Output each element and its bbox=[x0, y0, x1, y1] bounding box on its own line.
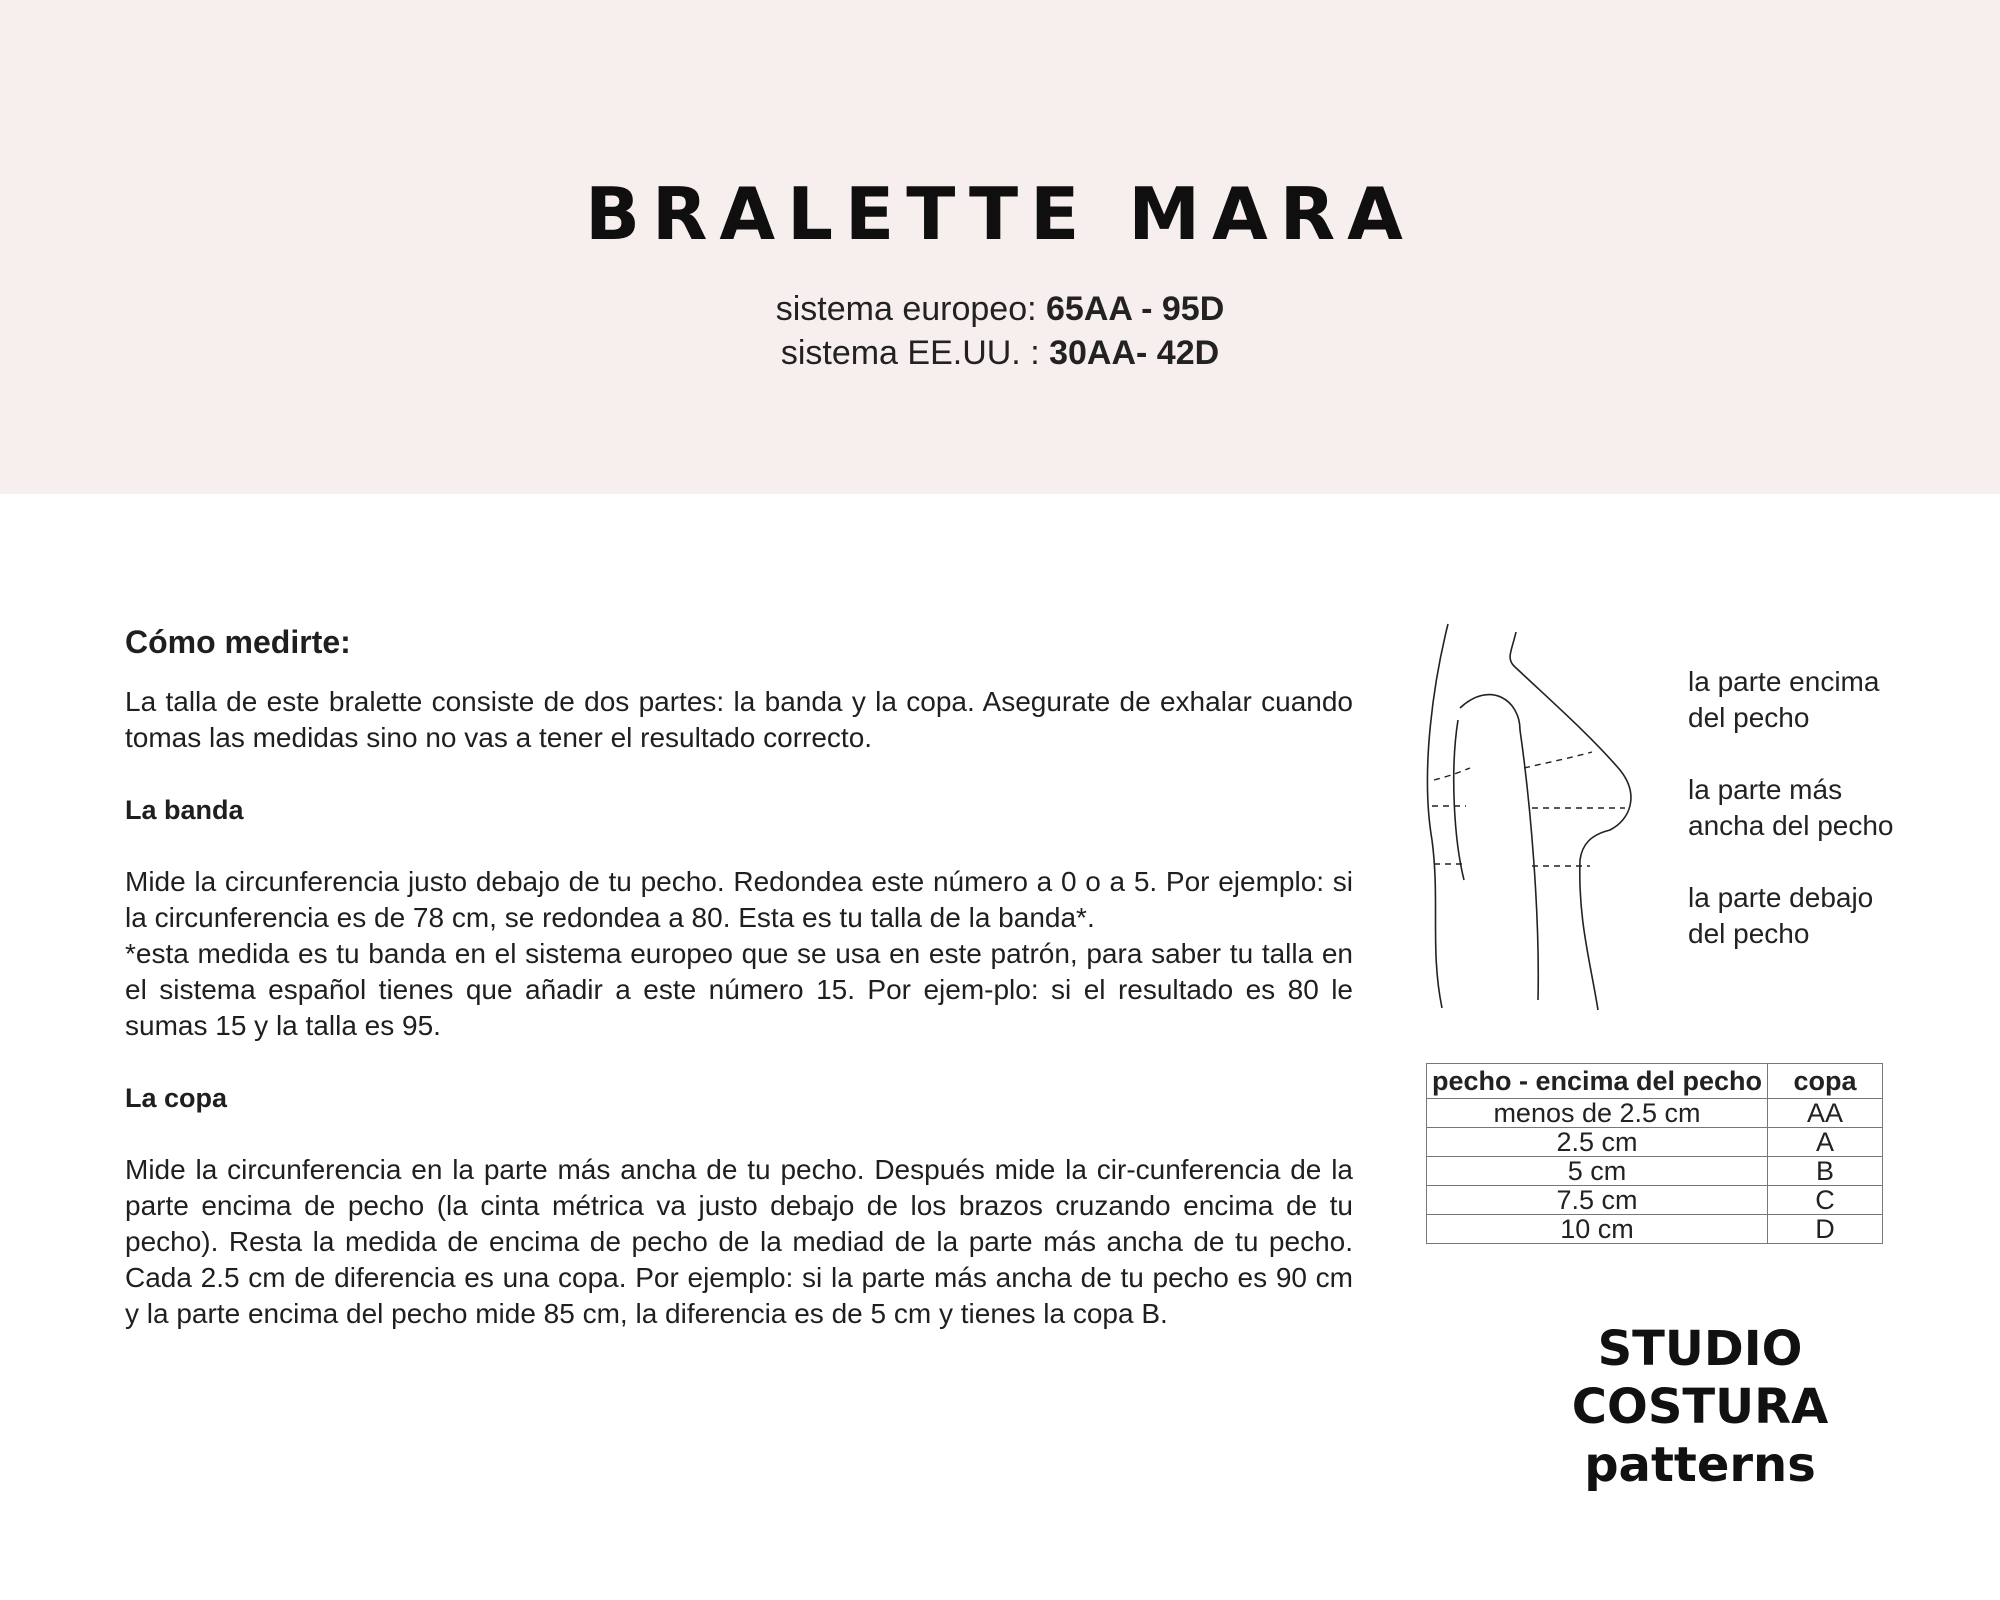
band-note: *esta medida es tu banda en el sistema europeo que se usa en este patrón, para saber tu talla en el sistema español tienes que añadir a este número 15. Por ejem-plo: si el resultado es 80 le sumas 15 y la talla es 95. bbox=[125, 938, 1353, 1041]
cup-text: Mide la circunferencia en la parte más ancha de tu pecho. Después mide la cir-cunferencia de la parte encima de pecho (la cinta métrica va justo debajo de los brazos cruzando encima de tu pecho). Resta la medida de encima de pecho de la mediad de la parte más ancha de tu pecho. Cada 2.5 cm de diferencia es una copa. Por ejemplo: si la parte más ancha de tu pecho es 90 cm y la parte encima del pecho mide 85 cm, la diferencia es de 5 cm y tienes la copa B. bbox=[125, 1154, 1353, 1329]
label-widest-bust: la parte más ancha del pecho bbox=[1688, 774, 1894, 841]
cup-heading: La copa bbox=[125, 1083, 228, 1113]
section-heading: Cómo medirte: bbox=[125, 624, 351, 660]
brand-logo: STUDIO COSTURA patterns bbox=[1571, 1321, 1829, 1493]
table-row: 2.5 cm A bbox=[1427, 1128, 1883, 1157]
measuring-instructions bbox=[125, 622, 1353, 1332]
body-measurement-diagram bbox=[1420, 620, 1650, 1015]
table-row: menos de 2.5 cm AA bbox=[1427, 1099, 1883, 1128]
table-row: 5 cm B bbox=[1427, 1157, 1883, 1186]
eu-size-range: sistema europeo: 65AA - 95D bbox=[775, 290, 1225, 328]
table-header-row bbox=[1427, 1064, 1883, 1099]
intro-text: La talla de este bralette consiste de dos partes: la banda y la copa. Asegurate de exhalar cuando tomas las medidas sino no vas a tener el resultado correcto. bbox=[125, 686, 1353, 753]
label-above-bust: la parte encima del pecho bbox=[1688, 666, 1880, 733]
cup-size-table bbox=[1426, 1063, 1883, 1244]
page-title: BRALETTE MARA bbox=[585, 172, 1415, 256]
table-row: 7.5 cm C bbox=[1427, 1186, 1883, 1215]
column-header-cup: copa bbox=[1768, 1064, 1883, 1099]
header-banner bbox=[0, 0, 2000, 494]
us-size-range: sistema EE.UU. : 30AA- 42D bbox=[780, 334, 1220, 372]
band-heading: La banda bbox=[125, 795, 244, 825]
table-row: 10 cm D bbox=[1427, 1215, 1883, 1244]
column-header-difference: pecho - encima del pecho bbox=[1427, 1064, 1768, 1099]
band-text: Mide la circunferencia justo debajo de tu pecho. Redondea este número a 0 o a 5. Por ejemplo: si la circunferencia es de 78 cm, se redondea a 80. Esta es tu talla de la banda*. bbox=[125, 866, 1353, 933]
label-under-bust: la parte debajo del pecho bbox=[1688, 882, 1874, 949]
